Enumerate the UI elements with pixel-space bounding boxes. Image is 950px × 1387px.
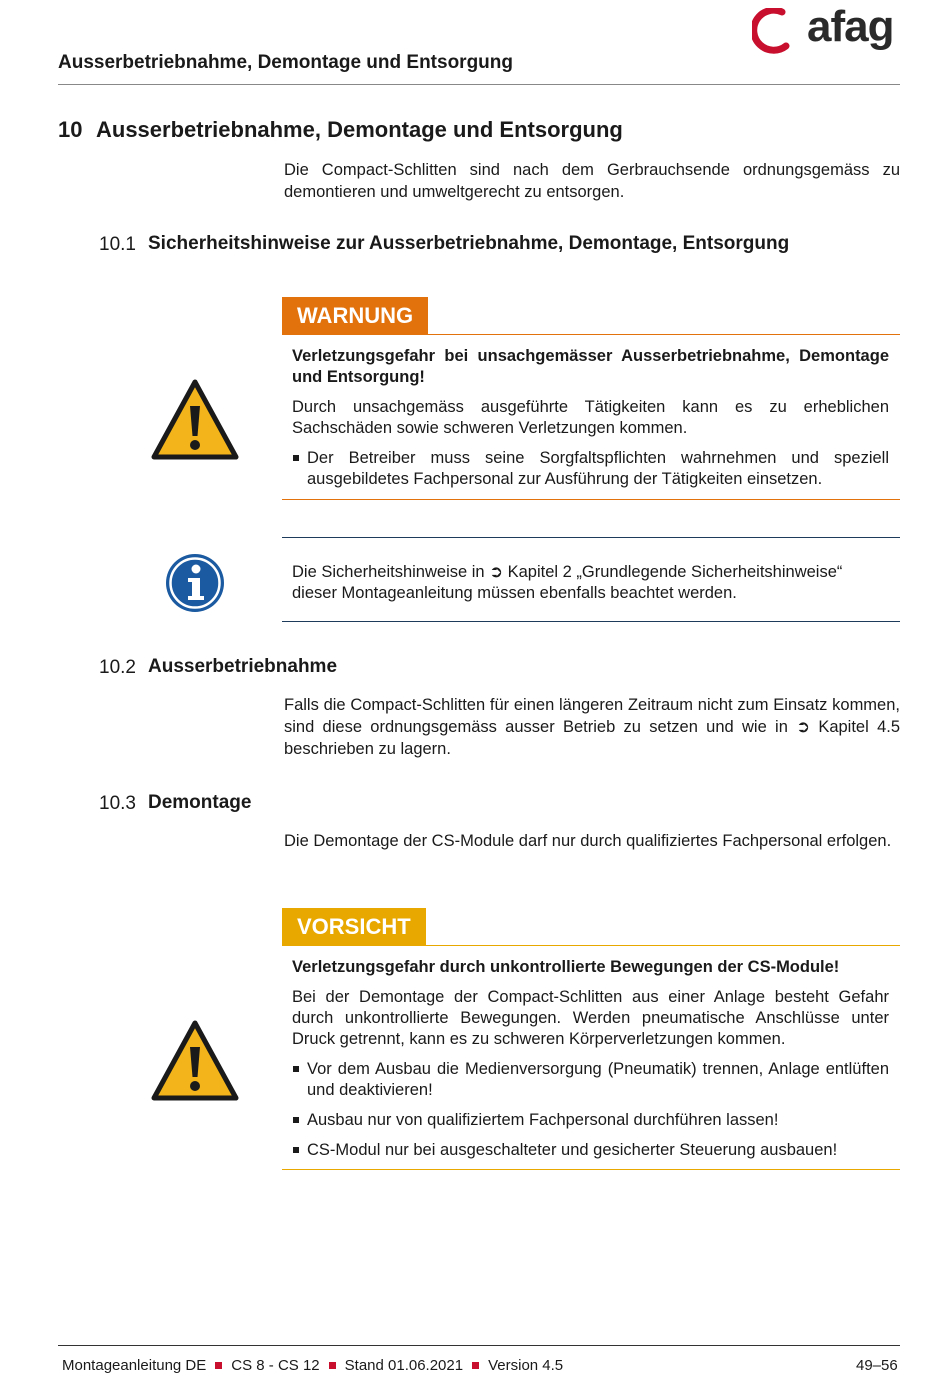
footer-divider: [58, 1345, 900, 1346]
caution-headline: Verletzungsgefahr durch unkontrollierte Bewegungen der CS-Module!: [292, 958, 840, 976]
warning-triangle-icon: [150, 378, 240, 462]
warning-triangle-icon: [150, 1019, 240, 1103]
footer-separator-icon: [215, 1362, 222, 1369]
caution-content: [292, 957, 889, 1170]
section-number-10-2: 10.2: [99, 657, 136, 678]
chapter-title: Ausserbetriebnahme, Demontage und Entsorgung: [96, 117, 623, 142]
warning-text: Durch unsachgemäss ausgeführte Tätigkeiten kann es zu erheblichen Sachschäden sowie schweren Verletzungen kommen.: [292, 398, 889, 437]
section-title-10-2: Ausserbetriebnahme: [148, 656, 338, 677]
caution-bottom-rule: [282, 1169, 900, 1170]
warning-label: WARNUNG: [282, 297, 428, 334]
afag-logo-text: afag: [807, 2, 894, 51]
warning-headline: Verletzungsgefahr bei unsachgemässer Ausserbetriebnahme, Demontage und Entsorgung!: [292, 347, 889, 386]
info-bottom-rule: [282, 621, 900, 622]
page-number: 49–56: [856, 1357, 898, 1374]
caution-top-rule: [282, 945, 900, 946]
caution-text: Bei der Demontage der Compact-Schlitten aus einer Anlage besteht Gefahr durch unkontrollierte Bewegungen. Werden pneumatische Anschlüsse unter Druck getrennt, kann es zu schweren Körperverletzungen kommen.: [292, 988, 889, 1048]
warning-content: [292, 346, 889, 499]
warning-top-rule: [282, 334, 900, 335]
warning-bottom-rule: [282, 499, 900, 500]
chapter-heading: [58, 117, 623, 143]
footer-doc: Montageanleitung DE: [62, 1357, 207, 1374]
section-10-2-text: [284, 694, 900, 760]
header-divider: [58, 84, 900, 85]
section-10-2-text-start: Falls die Compact-Schlitten für einen längeren Zeitraum nicht zum Einsatz kommen, sind diese ordnungsgemäss ausser Betrieb zu setzen und wie in: [284, 696, 900, 736]
section-number-10-3: 10.3: [99, 793, 136, 814]
afag-logo-icon: [752, 8, 804, 56]
footer-model: CS 8 - CS 12: [231, 1357, 320, 1374]
info-text-end: Kapitel 2 „Grundlegende Sicherheitshinweise“ dieser Montageanleitung müssen ebenfalls beachtet werden.: [292, 563, 843, 602]
info-icon: [164, 552, 226, 614]
running-header: Ausserbetriebnahme, Demontage und Entsorgung: [58, 52, 513, 73]
chapter-intro: Die Compact-Schlitten sind nach dem Gerbrauchsende ordnungsgemäss zu demontieren und umweltgerecht zu entsorgen.: [284, 161, 900, 201]
footer-separator-icon: [472, 1362, 479, 1369]
footer-version: Version 4.5: [488, 1357, 564, 1374]
section-title-10-3: Demontage: [148, 792, 252, 813]
info-top-rule: [282, 537, 900, 538]
caution-bullet: Vor dem Ausbau die Medienversorgung (Pneumatik) trennen, Anlage entlüften und deaktivieren!: [292, 1059, 889, 1101]
section-10-2-text-end: Kapitel 4.5 beschrieben zu lagern.: [284, 718, 901, 758]
section-number-10-1: 10.1: [99, 234, 136, 255]
footer: [62, 1357, 563, 1374]
caution-label: VORSICHT: [282, 908, 426, 945]
caution-bullet: CS-Modul nur bei ausgeschalteter und gesicherter Steuerung ausbauen!: [292, 1140, 889, 1161]
section-10-3-text: Die Demontage der CS-Module darf nur durch qualifiziertes Fachpersonal erfolgen.: [284, 832, 892, 850]
caution-bullet: Ausbau nur von qualifiziertem Fachpersonal durchführen lassen!: [292, 1110, 889, 1131]
info-text: [292, 562, 889, 604]
footer-separator-icon: [329, 1362, 336, 1369]
section-title-10-1: Sicherheitshinweise zur Ausserbetriebnahme, Demontage, Entsorgung: [148, 233, 790, 254]
warning-bullet: Der Betreiber muss seine Sorgfaltspflichten wahrnehmen und speziell ausgebildetes Fachpersonal zur Ausführung der Tätigkeiten einsetzen.: [292, 448, 889, 490]
cross-reference-arrow-icon: ➲: [796, 718, 811, 736]
cross-reference-arrow-icon: ➲: [489, 563, 504, 581]
info-text-start: Die Sicherheitshinweise in: [292, 563, 490, 581]
footer-date: Stand 01.06.2021: [344, 1357, 464, 1374]
chapter-number: 10: [58, 117, 83, 142]
